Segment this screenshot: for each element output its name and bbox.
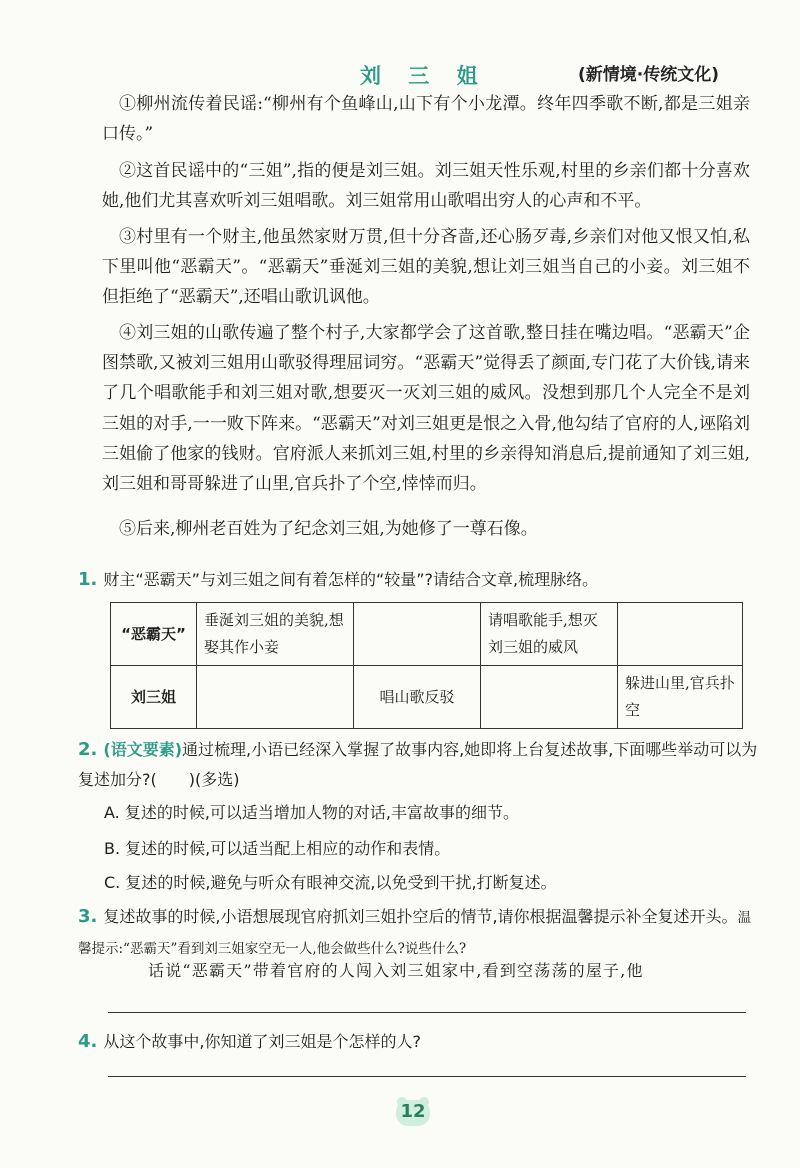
page-title: 刘 三 姐 [360,64,488,88]
retell-opening: 话说“恶霸天”带着官府的人闯入刘三姐家中,看到空荡荡的屋子,他 [148,961,644,980]
table-cell: 躲进山里,官兵扑空 [618,666,743,729]
answer-line-q3[interactable] [108,1012,746,1013]
row-header-liusanjie: 刘三姐 [111,666,197,729]
question-number: 2. [78,739,98,760]
answer-cell[interactable] [481,666,618,729]
table-cell: 请唱歌能手,想灭刘三姐的威风 [481,603,618,666]
paragraph-5: ⑤后来,柳州老百姓为了纪念刘三姐,为她修了一尊石像。 [119,519,538,539]
page-number-badge [393,1095,433,1127]
question-number: 3. [78,906,98,927]
answer-cell[interactable] [197,666,354,729]
row-header-landlord: “恶霸天” [111,603,197,666]
table-cell: 垂涎刘三姐的美貌,想娶其作小妾 [197,603,354,666]
section-tag: (新情境·传统文化) [578,65,719,85]
option-b[interactable]: B. 复述的时候,可以适当配上相应的动作和表情。 [104,839,451,858]
table-row [111,603,743,666]
question-text: 复述故事的时候,小语想展现官府抓刘三姐扑空后的情节,请你根据温馨提示补全复述开头。 [103,907,738,926]
question-4 [78,1027,758,1057]
option-c[interactable]: C. 复述的时候,避免与听众有眼神交流,以免受到干扰,打断复述。 [104,873,557,892]
answer-line-q4[interactable] [108,1076,746,1077]
question-2 [78,735,758,795]
question-1 [78,565,758,595]
contest-table [110,602,743,729]
table-row [111,666,743,729]
question-text: 通过梳理,小语已经深入掌握了故事内容,她即将上台复述故事,下面哪些举动可以为复述加分?( )(多选) [78,740,758,789]
question-text: 财主“恶霸天”与刘三姐之间有着怎样的“较量”?请结合文章,梳理脉络。 [103,570,599,589]
page-number: 12 [400,1101,426,1122]
paragraph-2: ②这首民谣中的“三姐”,指的便是刘三姐。刘三姐天性乐观,村里的乡亲们都十分喜欢她,他们尤其喜欢听刘三姐唱歌。刘三姐常用山歌唱出穷人的心声和不平。 [102,161,750,212]
question-number: 1. [78,569,98,590]
question-text: 从这个故事中,你知道了刘三姐是个怎样的人? [103,1032,421,1051]
question-3 [78,902,758,964]
paragraph-3: ③村里有一个财主,他虽然家财万贯,但十分吝啬,还心肠歹毒,乡亲们对他又恨又怕,私下里叫他“恶霸天”。“恶霸天”垂涎刘三姐的美貌,想让刘三姐当自己的小妾。刘三姐不但拒绝了“恶霸天”,还唱山歌讥讽他。 [102,227,750,308]
question-tag: (语文要素) [103,740,183,759]
option-a[interactable]: A. 复述的时候,可以适当增加人物的对话,丰富故事的细节。 [104,803,520,822]
answer-cell[interactable] [618,603,743,666]
answer-cell[interactable] [354,603,481,666]
question-number: 4. [78,1031,98,1052]
paragraph-1: ①柳州流传着民谣:“柳州有个鱼峰山,山下有个小龙潭。终年四季歌不断,都是三姐亲口传。” [102,94,750,145]
table-cell: 唱山歌反驳 [354,666,481,729]
hint-text: 温馨提示:“恶霸天”看到刘三姐家空无一人,他会做些什么?说些什么? [78,910,752,957]
paragraph-4: ④刘三姐的山歌传遍了整个村子,大家都学会了这首歌,整日挂在嘴边唱。“恶霸天”企图禁歌,又被刘三姐用山歌驳得理屈词穷。“恶霸天”觉得丢了颜面,专门花了大价钱,请来了几个唱歌能手和刘三姐对歌,想要灭一灭刘三姐的威风。没想到那几个人完全不是刘三姐的对手,一一败下阵来。“恶霸天”对刘三姐更是恨之入骨,他勾结了官府的人,诬陷刘三姐偷了他家的钱财。官府派人来抓刘三姐,村里的乡亲得知消息后,提前通知了刘三姐,刘三姐和哥哥躲进了山里,官兵扑了个空,悻悻而归。 [102,323,750,495]
